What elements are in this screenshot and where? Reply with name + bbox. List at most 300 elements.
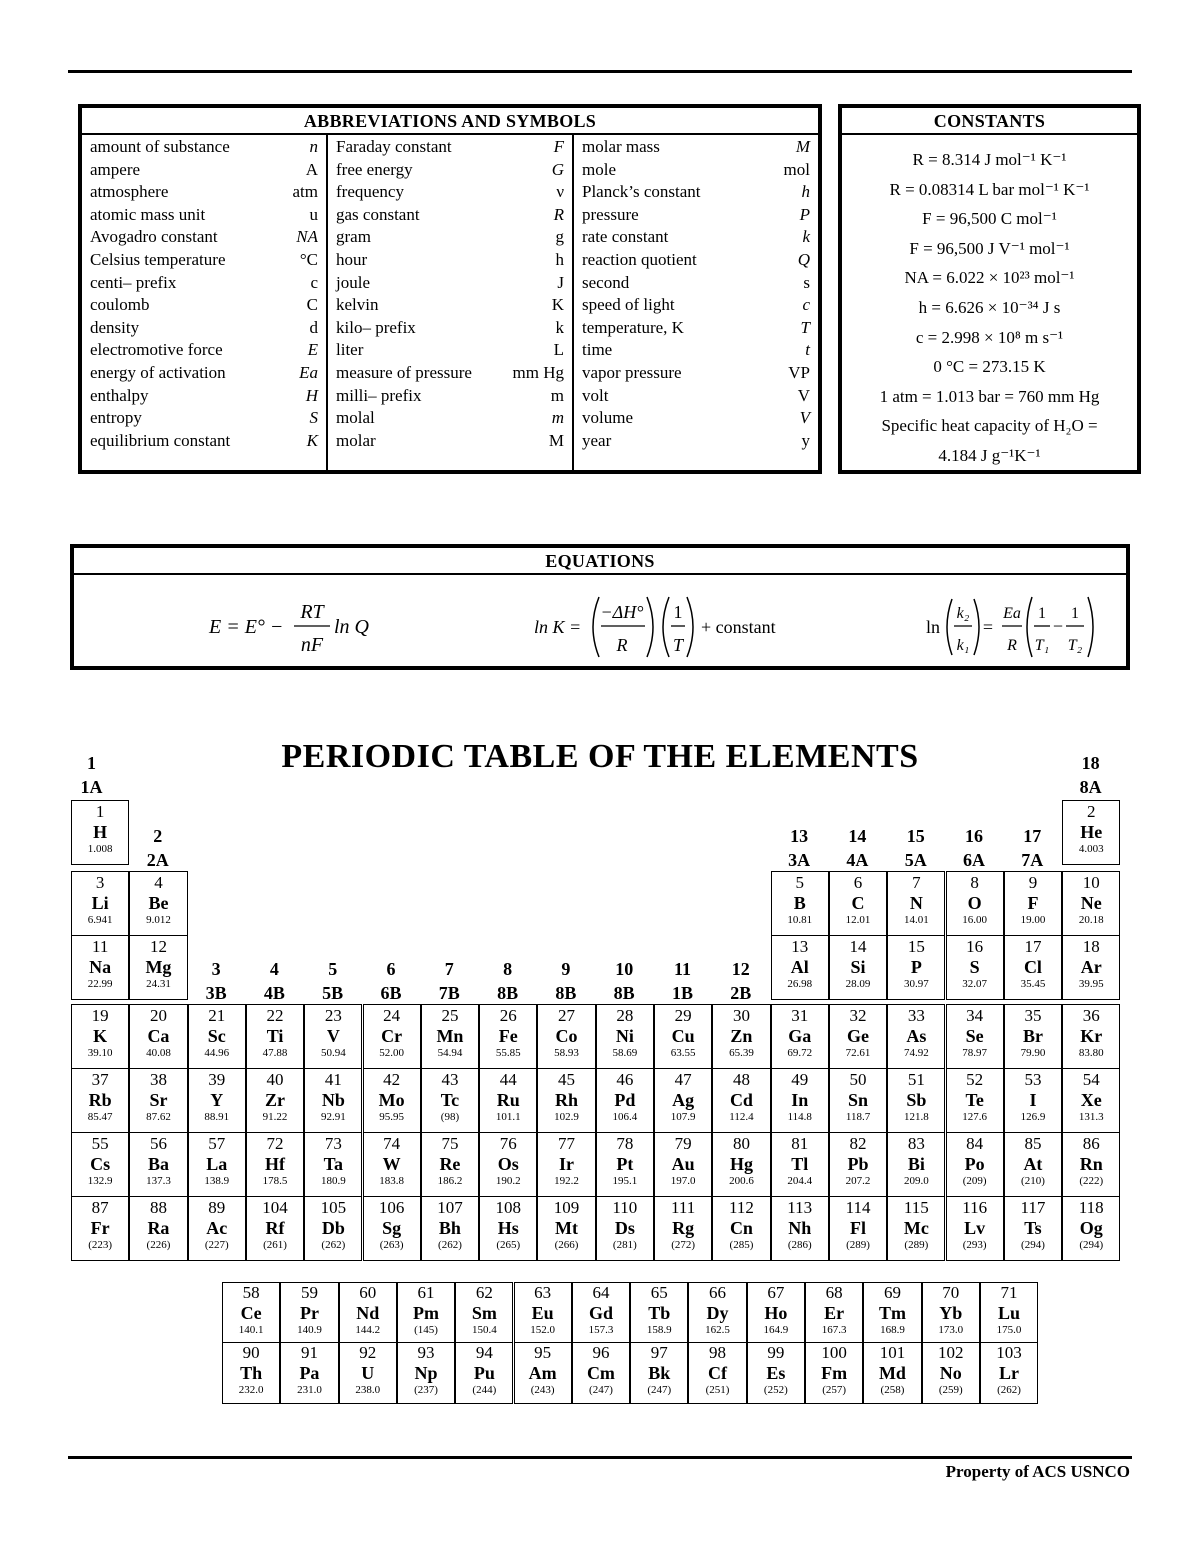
atomic-mass: 50.94 [320,1047,346,1059]
atomic-mass: 190.2 [495,1175,521,1187]
atomic-number: 51 [907,1070,925,1089]
element-symbol: Yb [939,1303,963,1323]
atomic-number: 21 [208,1006,226,1025]
atomic-number: 108 [495,1198,521,1217]
element-symbol: Ir [559,1154,575,1174]
element-cell [129,1004,187,1069]
arrhenius-num4: 1 [1071,605,1079,622]
group-label: 3A [788,850,811,870]
abbreviations-box [78,104,822,474]
atomic-number: 22 [266,1006,284,1025]
group-label: 2 [153,826,163,846]
abbreviation-symbol: k [802,227,810,247]
atomic-mass: 16.00 [962,914,988,926]
abbreviation-row [90,136,318,159]
abbreviation-row [582,226,810,249]
atomic-mass: (244) [472,1384,497,1396]
element-cell [1062,935,1120,1000]
atomic-number: 100 [821,1343,847,1362]
atomic-number: 15 [907,937,925,956]
abbreviation-symbol: C [306,295,318,315]
atomic-number: 44 [499,1070,517,1089]
atomic-number: 106 [378,1198,405,1217]
element-cell [363,1068,421,1133]
element-cell [922,1342,980,1404]
atomic-number: 32 [849,1006,867,1025]
atomic-number: 18 [1082,937,1100,956]
element-symbol: Ts [1024,1218,1042,1238]
element-symbol: Lv [964,1218,986,1238]
atomic-mass: (289) [846,1239,870,1251]
atomic-mass: 150.4 [471,1324,497,1336]
abbreviation-symbol: L [553,340,564,360]
atomic-number: 52 [966,1070,984,1089]
atomic-number: 114 [845,1198,871,1217]
constants-title: CONSTANTS [842,108,1137,135]
atomic-mass: (227) [204,1239,229,1251]
atomic-number: 47 [674,1070,692,1089]
abbreviation-symbol: u [309,204,318,224]
element-symbol: Li [91,893,109,913]
group-label: 3B [205,983,227,1003]
constant-line: F = 96,500 C mol⁻¹ [922,209,1057,229]
atomic-number: 23 [324,1006,342,1025]
element-symbol: Pd [614,1090,636,1110]
group-label: 1 [87,753,96,773]
atomic-mass: (285) [729,1239,754,1251]
arrhenius-den3: T₁ [1034,637,1050,654]
atomic-mass: 39.95 [1078,978,1104,990]
atomic-number: 46 [616,1070,634,1089]
atomic-mass: 107.9 [670,1111,696,1123]
atomic-mass: 173.0 [938,1324,964,1336]
atomic-number: 50 [849,1070,867,1089]
abbreviation-row [336,249,564,272]
arrhenius-equals: = [982,617,994,637]
group-label: 15 [906,826,925,846]
top-rule [68,70,1132,73]
element-symbol: Y [210,1090,224,1110]
group-label: 4 [269,959,279,979]
element-symbol: Sn [848,1090,869,1110]
abbreviation-name: energy of activation [90,362,226,382]
abbreviation-row [336,159,564,182]
atomic-number: 40 [266,1070,284,1089]
group-label: 4B [263,983,285,1003]
atomic-number: 112 [729,1198,754,1217]
element-cell [747,1342,805,1404]
element-cell [1004,871,1062,936]
atomic-mass: 47.88 [262,1047,288,1059]
element-cell [479,1068,537,1133]
abbreviation-symbol: t [805,340,810,360]
element-cell [421,1004,479,1069]
element-cell [887,1132,945,1197]
group-label: 1B [671,983,693,1003]
element-cell [537,1132,595,1197]
abbreviation-name: gram [336,227,371,247]
atomic-mass: 65.39 [729,1047,754,1059]
element-symbol: Zr [265,1090,286,1110]
element-symbol: O [967,893,982,913]
element-symbol: U [361,1363,375,1383]
arrhenius-lhs: ln [926,617,941,637]
arrhenius-den4: T₂ [1067,637,1083,654]
element-symbol: In [791,1090,809,1110]
element-symbol: Nd [356,1303,380,1323]
constant-line: h = 6.626 × 10⁻³⁴ J s [918,297,1061,317]
abbreviation-name: rate constant [582,227,669,247]
group-label: 7A [1021,850,1044,870]
atomic-number: 13 [791,937,809,956]
element-cell [654,1068,712,1133]
atomic-mass: 101.1 [495,1111,521,1123]
constant-line: R = 0.08314 L bar mol⁻¹ K⁻¹ [889,179,1090,199]
element-symbol: Pa [299,1363,320,1383]
abbreviation-name: milli– prefix [336,385,422,405]
constant-line: NA = 6.022 × 10²³ mol⁻¹ [904,268,1075,288]
abbreviation-symbol: mol [783,159,810,179]
element-symbol: Ba [147,1154,169,1174]
atomic-number: 28 [616,1006,634,1025]
element-cell [71,800,129,865]
atomic-mass: 88.91 [204,1111,230,1123]
element-symbol: Lr [999,1363,1020,1383]
abbreviation-symbol: F [553,137,564,156]
element-cell [71,935,129,1000]
atomic-mass: 58.69 [612,1047,638,1059]
equations-box [70,544,1130,670]
element-cell [829,935,887,1000]
abbreviation-symbol: V [797,385,810,405]
atomic-mass: 126.9 [1020,1111,1046,1123]
abbreviation-name: molar mass [582,137,660,156]
equations-title: EQUATIONS [74,548,1126,575]
abbreviation-name: enthalpy [90,385,149,405]
element-symbol: Hf [265,1154,286,1174]
vant-hoff-num1: −ΔH° [600,602,644,622]
abbreviation-row [582,317,810,340]
atomic-number: 87 [91,1198,109,1217]
atomic-number: 64 [592,1283,610,1302]
vant-hoff-den1: R [616,635,628,655]
atomic-mass: 127.6 [962,1111,988,1123]
element-cell [537,1068,595,1133]
abbreviation-name: molal [336,408,375,428]
group-label: 5B [322,983,344,1003]
element-cell [71,1004,129,1069]
element-cell [946,935,1004,1000]
atomic-number: 12 [149,937,167,956]
element-symbol: F [1027,893,1039,913]
abbreviation-row [582,385,810,408]
atomic-mass: 63.55 [670,1047,696,1059]
abbreviation-row [582,181,810,204]
element-symbol: Sb [906,1090,927,1110]
abbreviation-name: reaction quotient [582,249,697,269]
abbreviation-symbol: T [800,317,810,337]
atomic-number: 31 [791,1006,809,1025]
group-label: 4A [846,850,869,870]
atomic-mass: (259) [938,1384,963,1396]
atomic-number: 45 [558,1070,576,1089]
atomic-number: 10 [1082,873,1100,892]
element-symbol: Bi [907,1154,925,1174]
element-cell [887,1004,945,1069]
atomic-number: 80 [732,1134,750,1153]
abbreviation-row [90,249,318,272]
abbreviation-symbol: E [307,340,318,360]
element-symbol: Re [439,1154,461,1174]
atomic-mass: 152.0 [530,1324,556,1336]
atomic-mass: (258) [880,1384,905,1396]
abbreviation-row [582,294,810,317]
atomic-number: 14 [849,937,867,956]
abbreviation-symbol: g [555,227,564,247]
constant-line: Specific heat capacity of H₂O = [881,416,1098,436]
element-symbol: Kr [1080,1026,1103,1046]
abbreviation-row [336,362,564,385]
nernst-denominator: nF [300,634,324,656]
element-symbol: S [969,957,980,977]
element-cell [1004,1196,1062,1261]
element-symbol: La [206,1154,228,1174]
element-cell [304,1132,362,1197]
element-cell [1062,1132,1120,1197]
atomic-number: 82 [849,1134,867,1153]
abbreviation-symbol: k [555,317,564,337]
element-cell [222,1342,280,1404]
abbreviation-row [90,317,318,340]
abbreviation-symbol: Q [797,249,810,269]
atomic-number: 57 [208,1134,226,1153]
atomic-number: 4 [154,873,163,892]
atomic-mass: 137.3 [146,1175,171,1187]
element-cell [246,1196,304,1261]
atomic-mass: 232.0 [238,1384,264,1396]
atomic-mass: 85.47 [87,1111,113,1123]
atomic-number: 1 [95,802,105,821]
element-symbol: He [1080,822,1103,842]
atomic-number: 116 [962,1198,988,1217]
element-cell [946,1068,1004,1133]
bottom-rule [68,1456,1132,1459]
element-cell [129,871,187,936]
group-label: 10 [615,959,634,979]
element-symbol: Cd [729,1090,753,1110]
abbreviation-row [582,362,810,385]
element-cell [71,871,129,936]
abbreviation-symbol: m [551,408,564,428]
element-cell [246,1068,304,1133]
atomic-number: 60 [359,1283,377,1302]
atomic-number: 20 [149,1006,167,1025]
element-cell [339,1342,397,1404]
group-label: 16 [965,826,983,846]
atomic-mass: 79.90 [1020,1047,1046,1059]
atomic-number: 9 [1028,873,1038,892]
atomic-mass: 162.5 [705,1324,730,1336]
atomic-number: 19 [91,1006,109,1025]
atomic-mass: 30.97 [903,978,929,990]
atomic-mass: 14.01 [903,914,929,926]
abbreviation-symbol: d [309,317,318,337]
element-cell [1062,1068,1120,1133]
atomic-mass: 204.4 [787,1175,813,1187]
atomic-number: 66 [709,1283,727,1302]
atomic-number: 89 [208,1198,226,1217]
atomic-mass: 54.94 [437,1047,463,1059]
group-label: 8B [497,983,519,1003]
element-cell [771,1004,829,1069]
element-symbol: Cf [708,1363,728,1383]
atomic-number: 67 [767,1283,785,1302]
element-symbol: Be [148,893,169,913]
element-symbol: Fe [498,1026,518,1046]
abbreviation-symbol: V [799,408,810,428]
element-symbol: Rh [555,1090,579,1110]
element-cell [688,1282,746,1344]
element-symbol: Ho [764,1303,788,1323]
atomic-mass: 175.0 [996,1324,1022,1336]
element-symbol: Ge [847,1026,870,1046]
element-symbol: Os [497,1154,519,1174]
element-symbol: Au [671,1154,695,1174]
atomic-mass: 164.9 [763,1324,789,1336]
atomic-mass: 167.3 [821,1324,847,1336]
element-cell [747,1282,805,1344]
abbreviation-symbol: y [801,430,810,450]
element-symbol: Sg [382,1218,402,1238]
abbreviation-row [336,339,564,362]
element-symbol: Zn [730,1026,753,1046]
element-cell [829,871,887,936]
abbreviations-column [328,135,574,470]
atomic-number: 113 [787,1198,813,1217]
atomic-number: 49 [791,1070,809,1089]
element-symbol: Fl [850,1218,867,1238]
element-symbol: Np [414,1363,438,1383]
atomic-number: 111 [671,1198,696,1217]
element-cell [304,1068,362,1133]
element-symbol: At [1023,1154,1043,1174]
element-cell [363,1132,421,1197]
element-symbol: No [939,1363,962,1383]
arrhenius-equation [922,575,1122,670]
abbreviation-row [582,204,810,227]
element-cell [421,1132,479,1197]
arrhenius-num3: 1 [1038,605,1046,622]
abbreviation-symbol: Ea [299,362,318,382]
abbreviation-name: gas constant [336,204,420,224]
abbreviation-row [336,204,564,227]
abbreviations-title: ABBREVIATIONS AND SYMBOLS [82,108,818,135]
group-label: 6A [963,850,985,870]
abbreviation-name: mole [582,159,616,179]
element-cell [922,1282,980,1344]
atomic-number: 95 [534,1343,552,1362]
abbreviation-row [582,407,810,430]
abbreviation-name: joule [336,272,370,292]
vant-hoff-equation [529,575,829,670]
abbreviation-row [336,136,564,159]
abbreviation-symbol: ν [556,182,564,202]
atomic-mass: 40.08 [146,1047,171,1059]
abbreviation-row [336,430,564,453]
element-cell [887,1068,945,1133]
atomic-mass: (294) [1079,1239,1104,1251]
element-cell [712,1196,770,1261]
abbreviation-name: atomic mass unit [90,204,206,224]
abbreviation-name: kilo– prefix [336,317,416,337]
abbreviation-name: time [582,340,613,360]
atomic-mass: (247) [589,1384,613,1396]
constant-line: F = 96,500 J V⁻¹ mol⁻¹ [909,238,1070,258]
atomic-mass: 195.1 [612,1175,638,1187]
atomic-mass: (262) [438,1239,462,1251]
atomic-number: 11 [91,937,109,956]
atomic-mass: (247) [647,1384,672,1396]
element-symbol: Ta [323,1154,344,1174]
element-symbol: Fr [90,1218,110,1238]
atomic-number: 92 [359,1343,377,1362]
abbreviation-row [582,272,810,295]
atomic-number: 58 [242,1283,260,1302]
atomic-number: 83 [907,1134,925,1153]
abbreviation-name: speed of light [582,295,675,315]
vant-hoff-tail: + constant [701,617,776,637]
atomic-mass: 180.9 [320,1175,346,1187]
abbreviation-symbol: h [801,182,810,202]
atomic-number: 8 [970,873,979,892]
element-cell [630,1342,688,1404]
vant-hoff-num2: 1 [673,602,683,622]
element-symbol: Sm [471,1303,497,1323]
abbreviation-name: Faraday constant [336,137,452,156]
element-symbol: Ra [147,1218,170,1238]
abbreviation-name: pressure [582,204,639,224]
atomic-mass: 74.92 [903,1047,929,1059]
atomic-mass: (293) [962,1239,987,1251]
atomic-mass: 168.9 [880,1324,905,1336]
element-cell [596,1132,654,1197]
group-label: 8 [503,959,513,979]
element-symbol: Cn [729,1218,753,1238]
atomic-mass: 102.9 [554,1111,579,1123]
atomic-number: 85 [1024,1134,1042,1153]
atomic-mass: 186.2 [437,1175,463,1187]
element-cell [479,1196,537,1261]
element-cell [654,1132,712,1197]
atomic-number: 78 [616,1134,634,1153]
element-symbol: Pm [413,1303,440,1323]
element-cell [304,1004,362,1069]
atomic-number: 41 [324,1070,342,1089]
abbreviation-symbol: n [309,137,318,156]
atomic-mass: (272) [671,1239,696,1251]
element-cell [421,1196,479,1261]
element-cell [771,1068,829,1133]
group-label: 13 [790,826,809,846]
element-cell [304,1196,362,1261]
abbreviation-symbol: c [310,272,318,292]
abbreviation-row [336,407,564,430]
atomic-number: 77 [558,1134,576,1153]
element-symbol: Pt [616,1154,634,1174]
element-cell [771,1132,829,1197]
group-label: 6B [380,983,402,1003]
element-cell [71,1068,129,1133]
